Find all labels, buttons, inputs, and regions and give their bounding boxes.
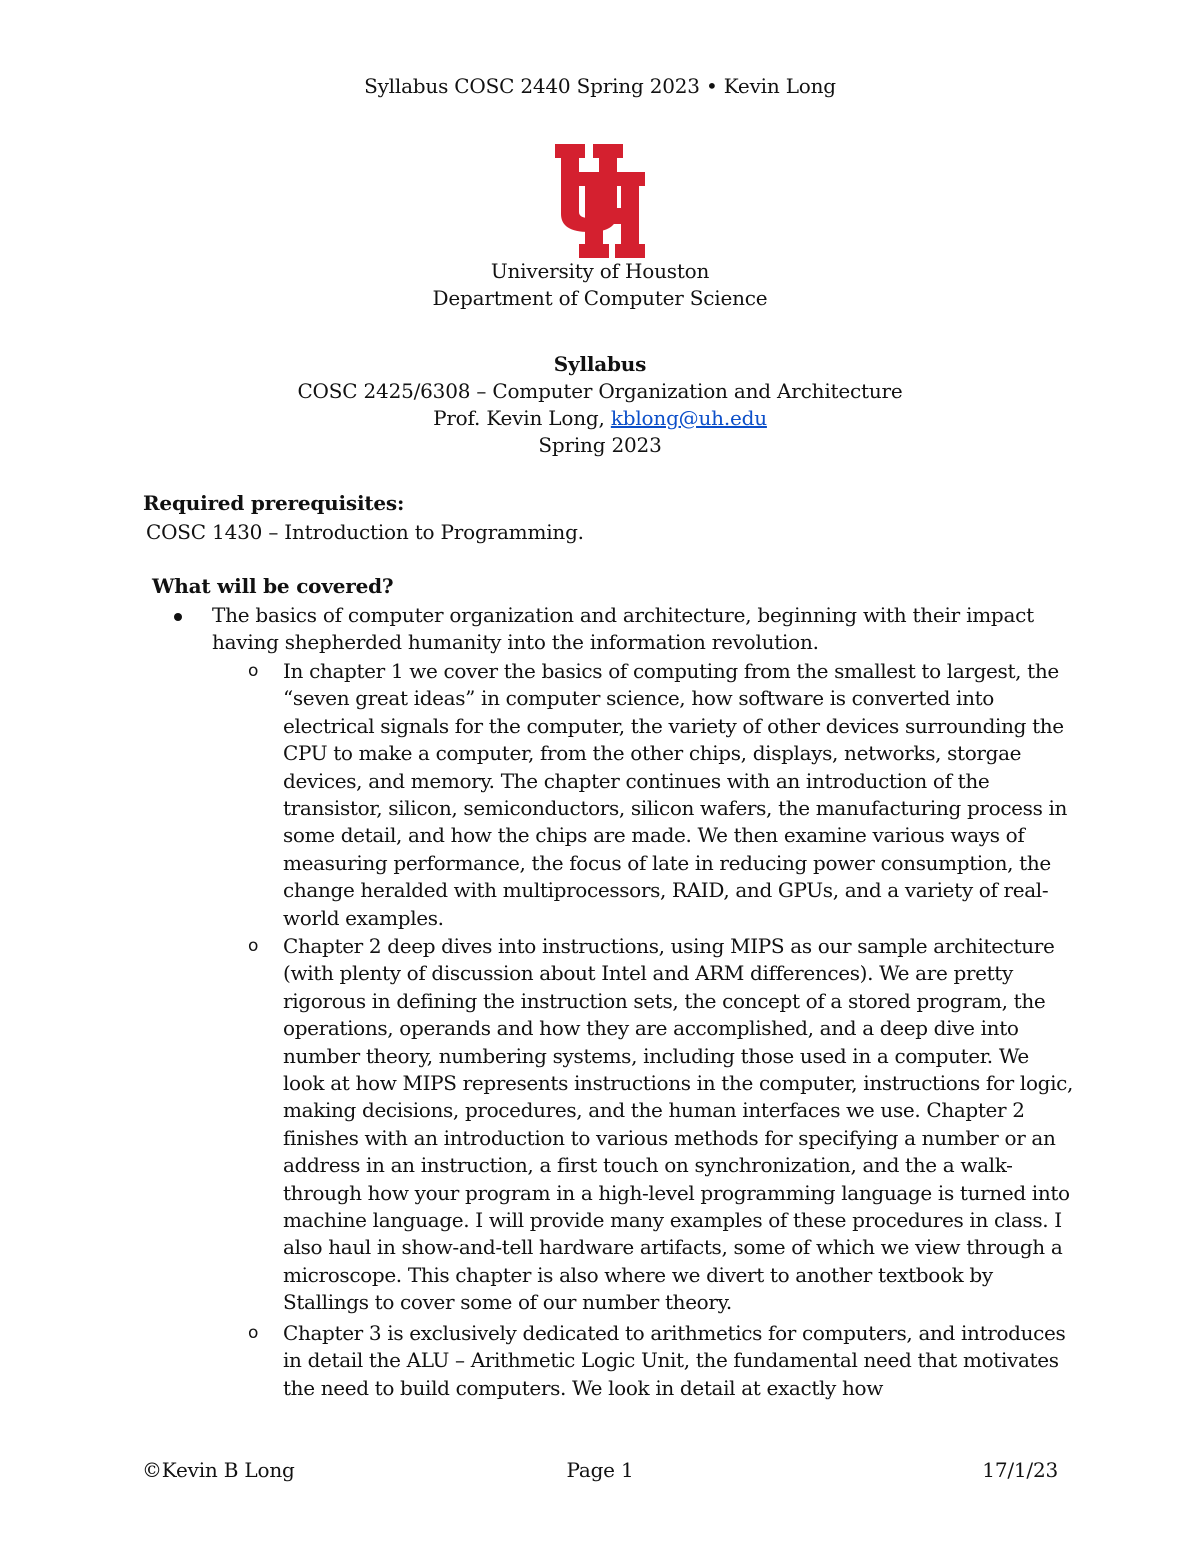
sub-bullet-icon: o — [248, 661, 259, 681]
institution-block — [0, 258, 1200, 312]
uh-logo-icon — [555, 144, 645, 258]
coverage-subitem-chapter-2: Chapter 2 deep dives into instructions, using MIPS as our sample architecture (with plenty of discussion about Intel and ARM differences). We are pretty rigorous in defining the instruction sets, the concept of a stored program, the operations, operands and how they are accomplished, and a deep dive into number theory, numbering systems, including those used in a computer. We look at how MIPS represents instructions in the computer, instructions for logic, making decisions, procedures, and the human interfaces we use. Chapter 2 finishes with an introduction to various methods for specifying a number or an address in an instruction, a first touch on synchronization, and the a walk-through how your program in a high-level programming language is turned into machine language. I will provide many examples of these procedures in class. I also haul in show-and-tell hardware artifacts, some of which we view through a microscope. This chapter is also where we divert to another textbook by Stallings to cover some of our number theory. — [283, 934, 1073, 1315]
prerequisites-text: COSC 1430 – Introduction to Programming. — [146, 520, 584, 544]
footer-date: 17/1/23 — [982, 1458, 1058, 1482]
sub-bullet-icon: o — [248, 936, 259, 956]
coverage-subitem-chapter-1: In chapter 1 we cover the basics of computing from the smallest to largest, the “seven great ideas” in computer science, how software is converted into electrical signals for the computer, the variety of other devices surrounding the CPU to make a computer, from the other chips, displays, networks, storgae devices, and memory. The chapter continues with an introduction of the transistor, silicon, semiconductors, silicon wafers, the manufacturing process in some detail, and how the chips are made. We then examine various ways of measuring performance, the focus of late in reducing power consumption, the change heralded with multiprocessors, RAID, and GPUs, and a variety of real-world examples. — [283, 659, 1068, 930]
instructor-name: Prof. Kevin Long, — [433, 406, 611, 430]
running-header: Syllabus COSC 2440 Spring 2023 • Kevin Long — [364, 74, 836, 98]
coverage-heading: What will be covered? — [152, 574, 394, 598]
course-code-name: COSC 2425/6308 – Computer Organization and Architecture — [297, 379, 903, 403]
syllabus-title: Syllabus — [553, 352, 647, 376]
coverage-bullet: The basics of computer organization and architecture, beginning with their impact having shepherded humanity into the information revolution. — [212, 603, 1034, 655]
sub-bullet-icon: o — [248, 1323, 259, 1343]
prerequisites-heading: Required prerequisites: — [143, 491, 405, 515]
coverage-subitem-chapter-3: Chapter 3 is exclusively dedicated to arithmetics for computers, and introduces in detail the ALU – Arithmetic Logic Unit, the fundamental need that motivates the need to build computers. We look in detail at exactly how — [283, 1321, 1066, 1400]
course-block — [0, 351, 1200, 459]
instructor-line — [0, 405, 1200, 432]
university-name: University of Houston — [490, 259, 710, 283]
bullet-icon — [174, 613, 182, 621]
course-term: Spring 2023 — [538, 433, 662, 457]
footer-page-number: Page 1 — [566, 1458, 634, 1482]
instructor-email-link[interactable]: kblong@uh.edu — [610, 406, 767, 430]
footer-copyright: ©Kevin B Long — [142, 1458, 295, 1482]
department-name: Department of Computer Science — [432, 286, 768, 310]
